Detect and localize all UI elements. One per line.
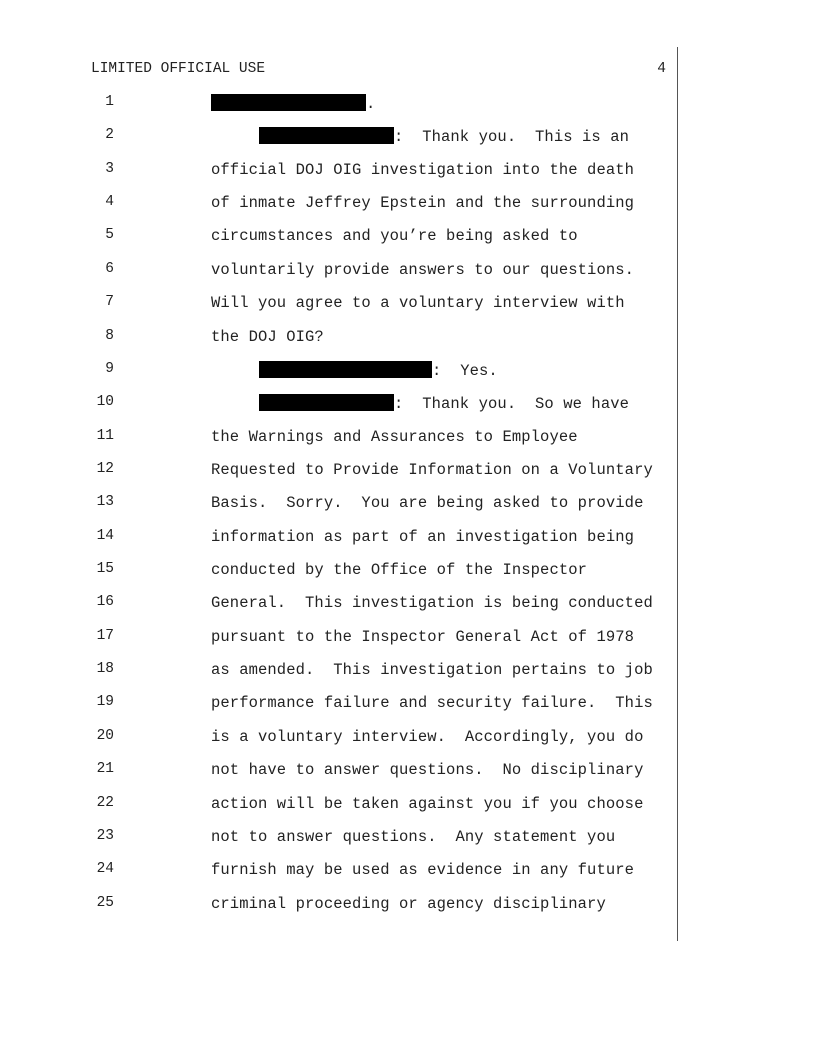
transcript-line xyxy=(0,321,816,354)
page-number: 4 xyxy=(657,61,666,77)
transcript-line xyxy=(0,654,816,687)
line-text xyxy=(211,361,498,380)
line-number: 11 xyxy=(96,427,114,444)
line-content: of inmate Jeffrey Epstein and the surrounding xyxy=(211,194,635,213)
line-number: 13 xyxy=(96,494,114,511)
line-content: Requested to Provide Information on a Voluntary xyxy=(211,460,653,479)
line-number: 7 xyxy=(105,294,114,311)
line-number: 14 xyxy=(96,527,114,544)
line-text xyxy=(211,394,629,413)
line-number: 12 xyxy=(96,460,114,477)
line-number: 2 xyxy=(105,127,114,144)
line-content: as amended. This investigation pertains to job xyxy=(211,661,653,680)
line-number: 4 xyxy=(105,194,114,211)
transcript-line xyxy=(0,187,816,220)
transcript-line xyxy=(0,754,816,787)
transcript-line xyxy=(0,387,816,420)
line-content: the DOJ OIG? xyxy=(211,327,324,346)
line-number: 21 xyxy=(96,761,114,778)
line-content: information as part of an investigation being xyxy=(211,527,635,546)
line-content: : Thank you. This is an xyxy=(394,128,630,147)
transcript-line xyxy=(0,687,816,720)
line-text xyxy=(211,127,629,146)
transcript-lines xyxy=(0,87,816,921)
line-number: 25 xyxy=(96,894,114,911)
transcript-line xyxy=(0,888,816,921)
redaction-block xyxy=(259,127,394,144)
line-content: not to answer questions. Any statement you xyxy=(211,827,616,846)
transcript-line xyxy=(0,421,816,454)
line-content: the Warnings and Assurances to Employee xyxy=(211,427,578,446)
line-number: 9 xyxy=(105,360,114,377)
line-content: General. This investigation is being conducted xyxy=(211,594,653,613)
transcript-line xyxy=(0,554,816,587)
line-number: 5 xyxy=(105,227,114,244)
line-number: 20 xyxy=(96,727,114,744)
transcript-line xyxy=(0,788,816,821)
transcript-line xyxy=(0,587,816,620)
line-content: : Yes. xyxy=(432,361,498,380)
classification-header: LIMITED OFFICIAL USE xyxy=(91,61,266,77)
transcript-line xyxy=(0,287,816,320)
line-content: circumstances and you’re being asked to xyxy=(211,227,578,246)
transcript-line xyxy=(0,821,816,854)
line-content: conducted by the Office of the Inspector xyxy=(211,561,588,580)
transcript-line xyxy=(0,854,816,887)
transcript-line xyxy=(0,454,816,487)
line-content: performance failure and security failure. This xyxy=(211,694,653,713)
line-content: is a voluntary interview. Accordingly, you do xyxy=(211,727,644,746)
line-content: action will be taken against you if you choose xyxy=(211,794,644,813)
transcript-line xyxy=(0,154,816,187)
line-number: 6 xyxy=(105,260,114,277)
line-content: not have to answer questions. No disciplinary xyxy=(211,761,644,780)
line-number: 1 xyxy=(105,94,114,110)
line-content: voluntarily provide answers to our questions. xyxy=(211,260,635,279)
transcript-line xyxy=(0,120,816,153)
transcript-line xyxy=(0,721,816,754)
line-content: criminal proceeding or agency disciplinary xyxy=(211,894,606,913)
redaction-block xyxy=(211,94,366,111)
line-number: 23 xyxy=(96,827,114,844)
line-content: furnish may be used as evidence in any future xyxy=(211,861,635,880)
line-number: 17 xyxy=(96,627,114,644)
line-number: 15 xyxy=(96,561,114,578)
line-text xyxy=(211,94,375,113)
transcript-line xyxy=(0,521,816,554)
transcript-line xyxy=(0,354,816,387)
line-number: 16 xyxy=(96,594,114,611)
line-content: Will you agree to a voluntary interview with xyxy=(211,294,625,313)
transcript-line xyxy=(0,220,816,253)
line-number: 3 xyxy=(105,160,114,177)
transcript-line xyxy=(0,87,816,120)
line-number: 18 xyxy=(96,661,114,678)
transcript-line xyxy=(0,254,816,287)
line-number: 19 xyxy=(96,694,114,711)
line-number: 8 xyxy=(105,327,114,344)
line-content: pursuant to the Inspector General Act of 1978 xyxy=(211,627,635,646)
line-number: 24 xyxy=(96,861,114,878)
line-content: : Thank you. So we have xyxy=(394,395,630,414)
redaction-block xyxy=(259,361,432,378)
line-number: 10 xyxy=(96,394,114,411)
line-number: 22 xyxy=(96,794,114,811)
line-content: . xyxy=(366,95,376,113)
line-content: Basis. Sorry. You are being asked to provide xyxy=(211,494,644,513)
redaction-block xyxy=(259,394,394,411)
transcript-line xyxy=(0,487,816,520)
transcript-line xyxy=(0,621,816,654)
line-content: official DOJ OIG investigation into the death xyxy=(211,160,635,179)
